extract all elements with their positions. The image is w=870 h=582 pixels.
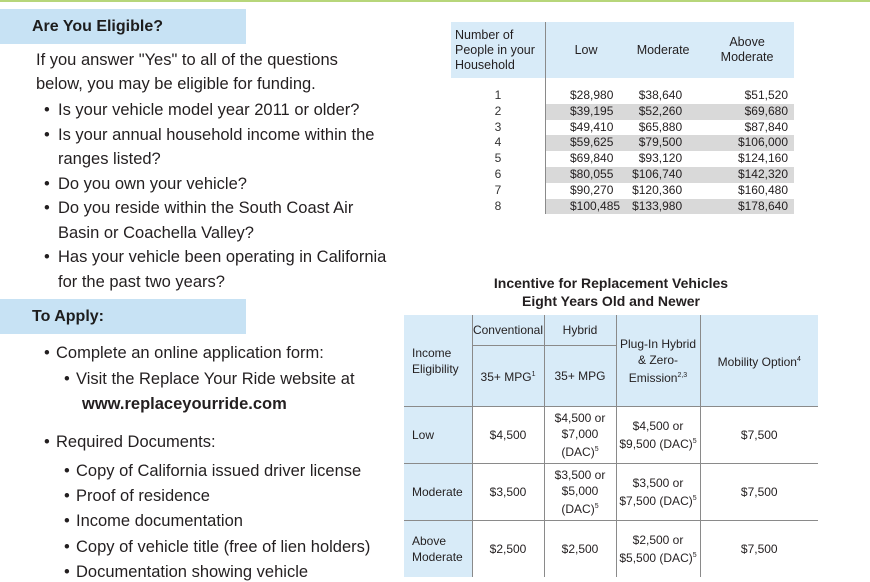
mobility-value: $7,500 <box>700 521 818 578</box>
low-income: $59,625 <box>546 135 627 151</box>
doc-item <box>64 512 243 531</box>
hybrid-value-b-text: $7,000 (DAC) <box>561 427 599 459</box>
apply-online-item <box>44 344 324 363</box>
header-mobility-text: Mobility Option <box>717 354 797 369</box>
low-income: $28,980 <box>570 88 614 102</box>
household-size: 5 <box>451 151 546 167</box>
dac-footnote: 5 <box>692 438 697 445</box>
moderate-income: $120,360 <box>632 182 683 197</box>
hybrid-value: $2,500 <box>544 521 616 578</box>
question-text: Has your vehicle been operating in California <box>58 248 387 266</box>
household-size: 7 <box>451 183 546 199</box>
hybrid-value-b <box>545 483 616 517</box>
doc-text: Copy of vehicle title (free of lien holders) <box>76 538 371 556</box>
bullet-icon: • <box>64 370 70 388</box>
incentive-header-top <box>404 315 818 346</box>
low-income: $100,485 <box>546 199 627 215</box>
low-income: $69,840 <box>570 151 614 166</box>
conventional-value: $3,500 <box>472 464 544 521</box>
household-size: 3 <box>451 120 546 136</box>
table-row <box>451 120 794 136</box>
apply-visit-text: Visit the Replace Your Ride website at <box>76 370 355 388</box>
required-docs-item <box>44 433 216 452</box>
table-row <box>451 151 794 167</box>
plugin-value <box>616 464 700 521</box>
hybrid-value <box>544 407 616 464</box>
plugin-value-b-text: $5,500 (DAC) <box>619 551 693 565</box>
doc-item <box>64 462 361 481</box>
moderate-income: $79,500 <box>626 135 700 151</box>
bullet-icon: • <box>44 125 50 144</box>
above-moderate-income: $69,680 <box>700 104 794 120</box>
plugin-value-a: $2,500 or <box>632 533 684 547</box>
top-rule <box>0 0 870 2</box>
header-mobility-footnote: 4 <box>796 355 801 363</box>
household-income-table <box>451 22 794 214</box>
plugin-value <box>616 407 700 464</box>
table-row <box>451 104 794 120</box>
question-text-cont: for the past two years? <box>58 272 225 291</box>
header-mobility <box>700 315 818 407</box>
question-item <box>44 123 386 172</box>
plugin-value-a: $3,500 or <box>632 476 684 490</box>
conventional-mpg <box>472 346 544 407</box>
plugin-value-b <box>617 434 700 452</box>
question-text-cont: ranges listed? <box>58 150 161 168</box>
low-income: $39,195 <box>546 104 627 120</box>
header-people: Number of People in your Household <box>451 22 546 78</box>
bullet-icon: • <box>44 433 50 451</box>
header-low: Low <box>546 22 627 78</box>
moderate-income: $93,120 <box>638 151 683 166</box>
table-header-row <box>451 22 794 78</box>
household-size: 1 <box>451 88 546 104</box>
bullet-icon: • <box>44 101 50 119</box>
low-income: $90,270 <box>570 182 614 197</box>
question-item <box>44 98 386 123</box>
household-size: 2 <box>451 104 546 120</box>
apply-online-text: Complete an online application form: <box>56 344 324 362</box>
doc-item <box>64 487 210 506</box>
above-moderate-income: $160,480 <box>737 182 788 197</box>
table-row <box>451 183 794 199</box>
moderate-income: $38,640 <box>638 88 683 102</box>
bullet-icon: • <box>64 563 70 581</box>
low-income: $80,055 <box>546 167 627 183</box>
above-moderate-income: $106,000 <box>700 135 794 151</box>
dac-footnote: 5 <box>692 495 697 502</box>
table-row <box>451 199 794 215</box>
question-text: Is your annual household income within the <box>58 125 375 144</box>
household-size: 8 <box>451 199 546 215</box>
moderate-income: $52,260 <box>626 104 700 120</box>
plugin-value <box>616 521 700 578</box>
eligibility-heading: Are You Eligible? <box>0 9 246 44</box>
question-item <box>44 172 386 197</box>
apply-heading: To Apply: <box>0 299 246 334</box>
header-conventional: Conventional <box>472 315 544 346</box>
intro-line-2: below, you may be eligible for funding. <box>36 75 316 93</box>
conventional-mpg-footnote: 1 <box>531 371 536 378</box>
apply-visit-item <box>64 370 355 389</box>
incentive-row <box>404 464 818 521</box>
incentive-row <box>404 521 818 578</box>
table-spacer <box>451 78 794 88</box>
doc-text: Proof of residence <box>76 487 210 505</box>
incentive-table <box>404 315 818 577</box>
bullet-icon: • <box>44 344 50 362</box>
bullet-icon: • <box>44 174 50 193</box>
bullet-icon: • <box>44 199 50 217</box>
doc-text: Income documentation <box>76 512 243 530</box>
table-row <box>451 167 794 183</box>
header-income-eligibility: Income Eligibility <box>404 315 472 407</box>
row-label: Low <box>404 407 472 464</box>
header-moderate: Moderate <box>626 22 700 78</box>
question-text-cont: Basin or Coachella Valley? <box>58 223 254 242</box>
header-hybrid: Hybrid <box>544 315 616 346</box>
incentive-title-line-1: Incentive for Replacement Vehicles <box>493 275 729 291</box>
hybrid-value-b <box>545 426 616 460</box>
low-income: $49,410 <box>570 119 614 134</box>
question-text: Do you reside within the South Coast Air <box>58 199 354 217</box>
question-text: Is your vehicle model year 2011 or older? <box>58 101 360 119</box>
bullet-icon: • <box>44 248 50 266</box>
household-size: 6 <box>451 167 546 183</box>
hybrid-value-a: $3,500 or <box>554 468 606 482</box>
eligibility-questions <box>44 98 386 294</box>
row-label: Moderate <box>404 464 472 521</box>
above-moderate-income: $124,160 <box>737 151 788 166</box>
question-text: Do you own your vehicle? <box>58 174 247 193</box>
bullet-icon: • <box>64 462 70 480</box>
doc-text: Copy of California issued driver license <box>76 462 362 480</box>
plugin-value-b <box>617 491 700 509</box>
header-above-moderate: Above Moderate <box>700 22 794 78</box>
table-row <box>451 135 794 151</box>
question-item <box>44 196 386 245</box>
bullet-icon: • <box>64 512 70 530</box>
above-moderate-income: $51,520 <box>744 88 788 102</box>
incentive-title-line-2: Eight Years Old and Newer <box>522 293 700 309</box>
moderate-income: $133,980 <box>626 199 700 215</box>
moderate-income: $65,880 <box>638 119 683 134</box>
doc-item <box>64 563 308 582</box>
required-docs-text: Required Documents: <box>56 433 216 451</box>
hybrid-value-a: $4,500 or <box>554 411 606 425</box>
hybrid-value <box>544 464 616 521</box>
conventional-mpg-text: 35+ MPG <box>480 370 532 384</box>
doc-text: Documentation showing vehicle <box>76 563 309 581</box>
household-size: 4 <box>451 135 546 151</box>
conventional-value: $4,500 <box>472 407 544 464</box>
incentive-row <box>404 407 818 464</box>
plugin-value-b <box>617 548 700 566</box>
mobility-value: $7,500 <box>700 407 818 464</box>
plugin-value-b-text: $7,500 (DAC) <box>619 494 693 508</box>
table-row <box>451 88 794 104</box>
website-link[interactable]: www.replaceyourride.com <box>82 395 287 413</box>
moderate-income: $106,740 <box>626 167 700 183</box>
dac-footnote: 5 <box>692 552 697 559</box>
above-moderate-income: $142,320 <box>700 167 794 183</box>
incentive-title <box>404 274 818 310</box>
header-plugin <box>616 315 700 407</box>
plugin-value-a: $4,500 or <box>632 419 684 433</box>
bullet-icon: • <box>64 487 70 505</box>
header-plugin-text: Plug-In Hybrid & Zero-Emission <box>619 336 697 385</box>
row-label: Above Moderate <box>404 521 472 578</box>
header-plugin-footnote: 2,3 <box>677 371 688 379</box>
above-moderate-income: $178,640 <box>700 199 794 215</box>
eligibility-intro <box>36 48 376 96</box>
above-moderate-income: $87,840 <box>744 119 788 134</box>
mobility-value: $7,500 <box>700 464 818 521</box>
dac-footnote: 5 <box>594 503 599 510</box>
hybrid-mpg: 35+ MPG <box>544 346 616 407</box>
doc-item <box>64 538 370 557</box>
bullet-icon: • <box>64 538 70 556</box>
conventional-value: $2,500 <box>472 521 544 578</box>
hybrid-value-b-text: $5,000 (DAC) <box>561 484 599 516</box>
dac-footnote: 5 <box>594 446 599 453</box>
intro-line-1: If you answer "Yes" to all of the questions <box>36 51 338 69</box>
question-item <box>44 245 386 294</box>
plugin-value-b-text: $9,500 (DAC) <box>619 437 693 451</box>
